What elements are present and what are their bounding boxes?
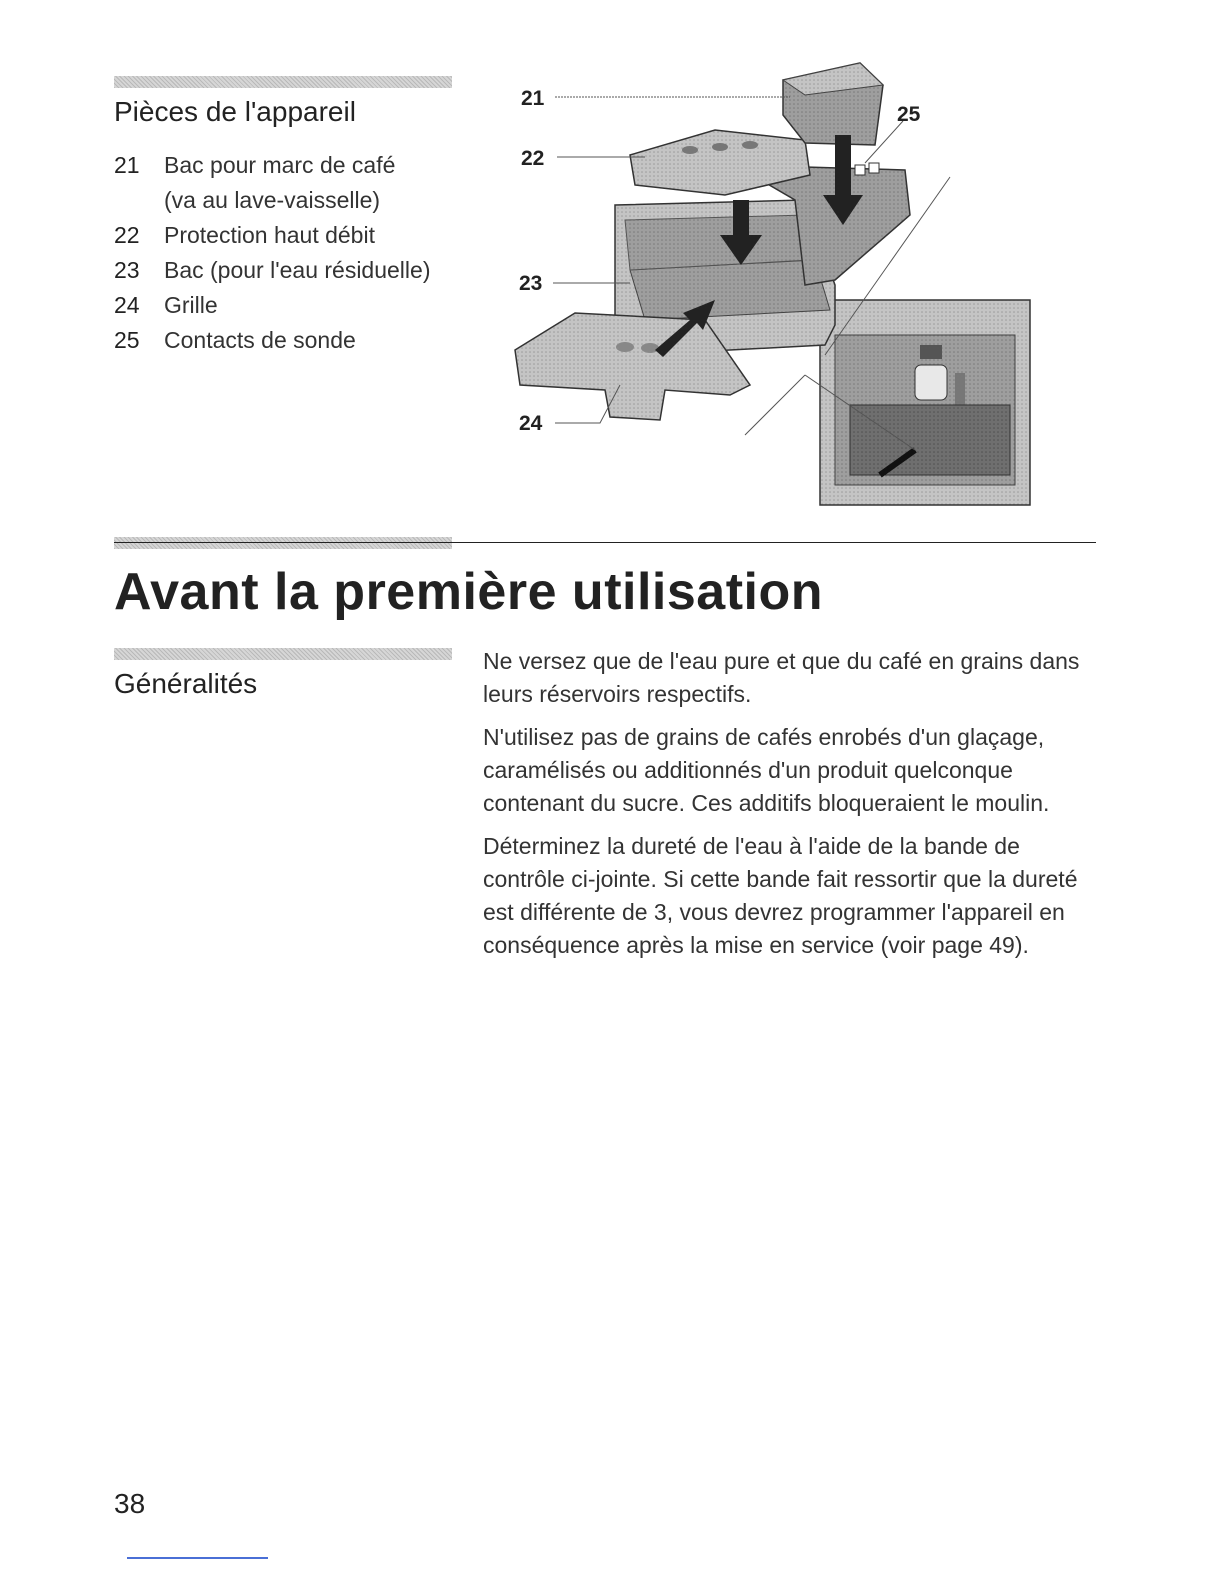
general-heading: Généralités xyxy=(114,668,258,699)
callout-22: 22 xyxy=(521,147,545,170)
main-heading-bar xyxy=(114,537,452,549)
list-item xyxy=(114,323,474,358)
paragraph: Ne versez que de l'eau pure et que du café en grains dans leurs réservoirs respectifs. xyxy=(483,648,1080,707)
coffee-grounds-container xyxy=(783,63,883,145)
part-number: 23 xyxy=(114,257,140,283)
list-item xyxy=(114,218,474,253)
general-body xyxy=(483,645,1095,972)
parts-list xyxy=(114,148,474,358)
callout-21: 21 xyxy=(521,87,545,110)
page-title: Avant la première utilisation xyxy=(114,563,823,621)
list-item xyxy=(114,288,474,323)
part-label: Bac pour marc de café xyxy=(164,152,396,178)
main-heading-rule xyxy=(114,542,1096,543)
footer-line xyxy=(127,1557,268,1559)
parts-heading-bar xyxy=(114,76,452,88)
parts-heading: Pièces de l'appareil xyxy=(114,96,356,127)
part-number: 24 xyxy=(114,292,140,318)
paragraph: Déterminez la dureté de l'eau à l'aide de la bande de contrôle ci-jointe. Si cette bande fait ressortir que la dureté est différente de 3, vous devrez programmer l'appareil en conséquence après la mise en service (voir page 49). xyxy=(483,833,1078,958)
part-label: Protection haut débit xyxy=(164,222,375,248)
part-label: Contacts de sonde xyxy=(164,327,356,353)
callout-24: 24 xyxy=(519,412,543,435)
part-label: Bac (pour l'eau résiduelle) xyxy=(164,257,431,283)
part-number: 25 xyxy=(114,327,140,353)
list-item xyxy=(114,253,474,288)
part-label: Grille xyxy=(164,292,218,318)
callout-23: 23 xyxy=(519,272,543,295)
sensor-contact xyxy=(869,163,879,173)
general-heading-bar xyxy=(114,648,452,660)
callout-25: 25 xyxy=(897,103,921,126)
page-number: 38 xyxy=(114,1488,146,1519)
part-label-note: (va au lave-vaisselle) xyxy=(164,187,381,213)
parts-diagram xyxy=(505,55,1065,515)
list-item xyxy=(114,148,474,218)
sensor-contact xyxy=(855,165,865,175)
parts-illustration xyxy=(505,55,1065,515)
machine-drawing xyxy=(820,300,1030,505)
part-number: 21 xyxy=(114,152,140,178)
paragraph: N'utilisez pas de grains de cafés enrobés d'un glaçage, caramélisés ou additionnés d'un produit quelconque contenant du sucre. Ces additifs bloqueraient le moulin. xyxy=(483,724,1050,816)
part-number: 22 xyxy=(114,222,140,248)
